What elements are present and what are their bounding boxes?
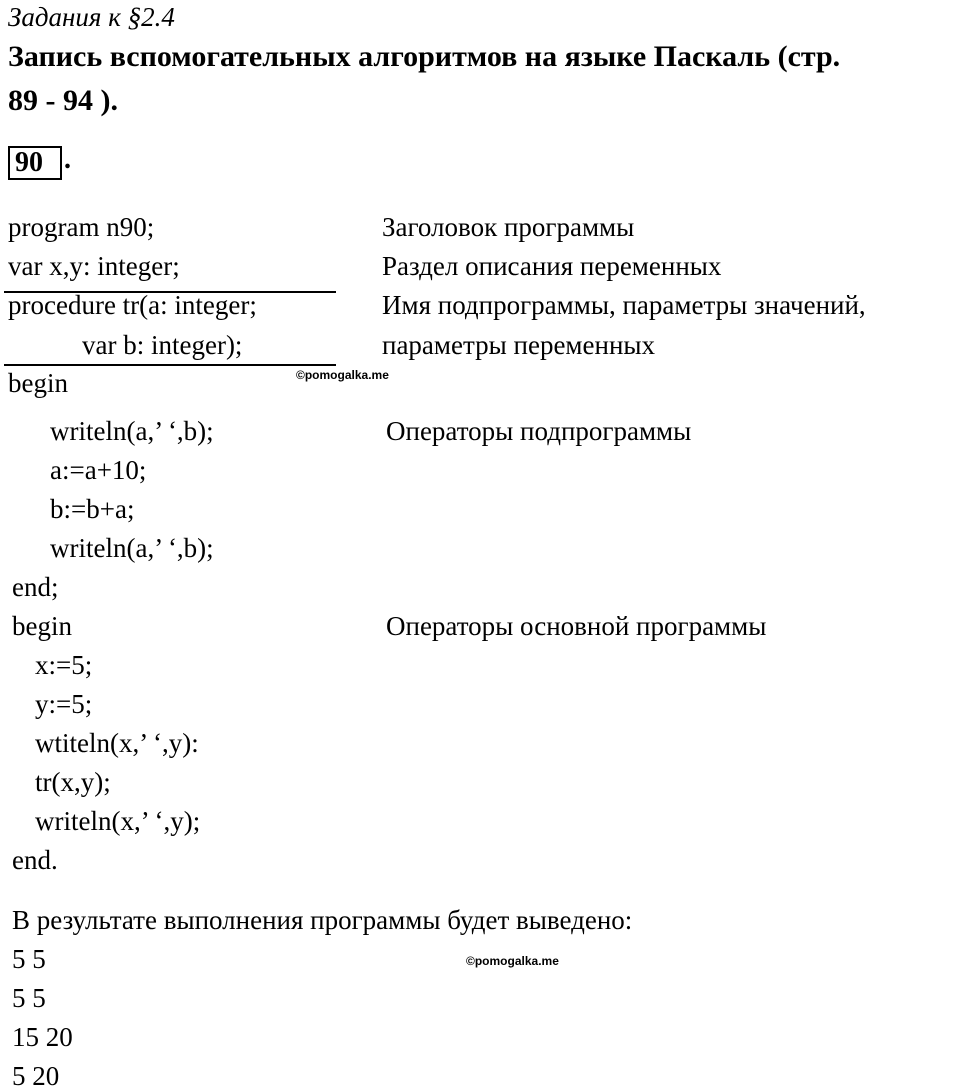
code-line: begin xyxy=(12,611,72,641)
code-line: end; xyxy=(12,572,59,602)
result-line: 15 20 xyxy=(12,1022,73,1052)
code-line: tr(x,y); xyxy=(35,767,111,797)
procedure-bottom-rule xyxy=(4,364,336,366)
watermark: ©pomogalka.me xyxy=(296,368,389,382)
code-line: a:=a+10; xyxy=(50,455,147,485)
result-line: 5 5 xyxy=(12,983,46,1013)
code-line: y:=5; xyxy=(35,689,93,719)
code-line: var x,y: integer; xyxy=(8,251,180,281)
code-line: procedure tr(a: integer; xyxy=(8,290,257,320)
result-line: 5 5 xyxy=(12,944,46,974)
code-line: b:=b+a; xyxy=(50,494,135,524)
code-line: begin xyxy=(8,368,68,398)
task-number-dot: . xyxy=(64,144,71,175)
code-line: writeln(a,’ ‘,b); xyxy=(50,416,214,446)
comment-procedure-ops: Операторы подпрограммы xyxy=(386,416,692,446)
code-line: writeln(x,’ ‘,y); xyxy=(35,806,201,836)
code-line: program n90; xyxy=(8,212,155,242)
code-line: x:=5; xyxy=(35,650,93,680)
code-line: writeln(a,’ ‘,b); xyxy=(50,533,214,563)
code-line: end. xyxy=(12,845,58,875)
result-line: 5 20 xyxy=(12,1061,60,1091)
code-line: var b: integer); xyxy=(82,330,243,360)
code-line: wtiteln(x,’ ‘,y): xyxy=(35,728,199,758)
comment-program-header: Заголовок программы xyxy=(382,212,635,242)
section-subtitle: Задания к §2.4 xyxy=(8,2,175,32)
comment-var-section: Раздел описания переменных xyxy=(382,251,722,281)
comment-var-params: параметры переменных xyxy=(382,330,656,360)
page-title-line-1: Запись вспомогательных алгоритмов на языке Паскаль (стр. xyxy=(8,40,841,73)
task-number-box: 90 xyxy=(8,146,62,180)
comment-procedure-name: Имя подпрограммы, параметры значений, xyxy=(382,290,866,320)
page-title-line-2: 89 - 94 ). xyxy=(8,84,118,117)
result-caption: В результате выполнения программы будет выведено: xyxy=(12,905,633,935)
comment-main-ops: Операторы основной программы xyxy=(386,611,767,641)
watermark: ©pomogalka.me xyxy=(466,954,559,968)
